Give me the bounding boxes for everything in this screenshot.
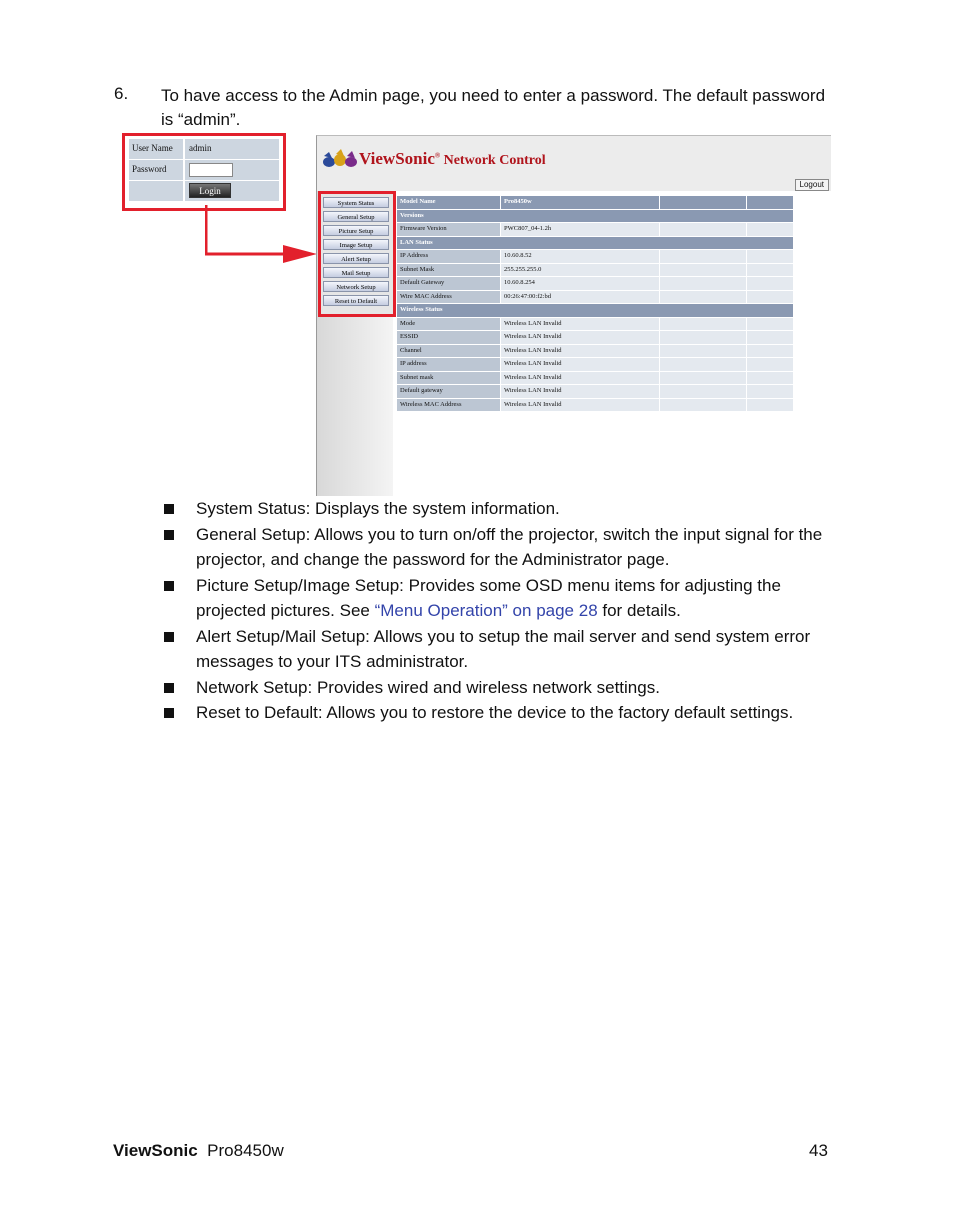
- cell-empty: [747, 223, 793, 236]
- wireless-value: Wireless LAN Invalid: [501, 318, 659, 331]
- cell-empty: [660, 291, 746, 304]
- list-item: [164, 675, 844, 701]
- table-row: [397, 399, 793, 413]
- cell-empty: [660, 318, 746, 331]
- bullet-text: Alert Setup/Mail Setup: Allows you to setup the mail server and send system error messages to your ITS administrator.: [196, 626, 811, 671]
- menu-mail-setup[interactable]: Mail Setup: [323, 267, 389, 278]
- step-text: To have access to the Admin page, you need to enter a password. The default password is “admin”.: [161, 86, 826, 129]
- brand-sub: Network Control: [440, 153, 546, 168]
- bullet-text: General Setup: Allows you to turn on/off the projector, switch the input signal for the projector, and change the password for the Administrator page.: [196, 524, 823, 569]
- wireless-value: Wireless LAN Invalid: [501, 399, 659, 412]
- menu-reset-default[interactable]: Reset to Default: [323, 295, 389, 306]
- table-row: [397, 277, 793, 291]
- menu-network-setup[interactable]: Network Setup: [323, 281, 389, 292]
- bullet-square-icon: [164, 530, 174, 540]
- wireless-value: Wireless LAN Invalid: [501, 385, 659, 398]
- menu-system-status[interactable]: System Status: [323, 197, 389, 208]
- lan-label: IP Address: [397, 250, 500, 263]
- lan-value: 10.60.8.52: [501, 250, 659, 263]
- wireless-value: Wireless LAN Invalid: [501, 358, 659, 371]
- cell-empty: [747, 345, 793, 358]
- cell-empty: [660, 372, 746, 385]
- section-row: [397, 237, 793, 251]
- list-item: [164, 522, 844, 573]
- list-item: [164, 700, 844, 726]
- viewsonic-birds-icon: [321, 148, 359, 170]
- table-row: [397, 264, 793, 278]
- wireless-label: IP address: [397, 358, 500, 371]
- cell-empty: [747, 250, 793, 263]
- table-row: [397, 385, 793, 399]
- brand-registered: ®: [434, 151, 441, 160]
- menu-general-setup[interactable]: General Setup: [323, 211, 389, 222]
- bullet-text-after: for details.: [597, 601, 681, 620]
- bullet-square-icon: [164, 504, 174, 514]
- wireless-label: ESSID: [397, 331, 500, 344]
- bullet-text: Picture Setup/Image Setup: Provides some OSD menu items for adjusting the projected pictures. See: [196, 575, 781, 620]
- cell-empty: [747, 277, 793, 290]
- username-value[interactable]: admin: [185, 139, 279, 159]
- wireless-label: Subnet mask: [397, 372, 500, 385]
- bullet-square-icon: [164, 632, 174, 642]
- bullet-text: System Status: Displays the system information.: [196, 499, 560, 518]
- list-item: [164, 496, 844, 522]
- cell-empty: [747, 264, 793, 277]
- table-row: [397, 291, 793, 305]
- wireless-label: Mode: [397, 318, 500, 331]
- firmware-label: Firmware Version: [397, 223, 500, 236]
- table-row: [397, 372, 793, 386]
- firmware-value: PWC807_04-1.2h: [501, 223, 659, 236]
- lan-value: 255.255.255.0: [501, 264, 659, 277]
- login-cell: [185, 181, 279, 201]
- login-button[interactable]: Login: [189, 183, 231, 198]
- wireless-section: Wireless Status: [397, 304, 793, 317]
- menu-alert-setup[interactable]: Alert Setup: [323, 253, 389, 264]
- username-label: User Name: [129, 139, 183, 159]
- lan-label: Wire MAC Address: [397, 291, 500, 304]
- section-row: [397, 304, 793, 318]
- brand-title: [359, 149, 546, 169]
- admin-page-screenshot: [316, 135, 831, 496]
- wireless-value: Wireless LAN Invalid: [501, 331, 659, 344]
- brand-main: ViewSonic: [359, 149, 435, 168]
- cell-empty: [747, 358, 793, 371]
- cell-empty: [747, 399, 793, 412]
- lan-value: 00:26:47:00:f2:bd: [501, 291, 659, 304]
- cell-empty: [747, 331, 793, 344]
- bullet-square-icon: [164, 683, 174, 693]
- cell-empty: [747, 318, 793, 331]
- wireless-value: Wireless LAN Invalid: [501, 345, 659, 358]
- cell-empty: [747, 291, 793, 304]
- table-row: [397, 345, 793, 359]
- cell-empty: [747, 372, 793, 385]
- password-input[interactable]: [189, 163, 233, 177]
- cell-empty: [660, 331, 746, 344]
- menu-image-setup[interactable]: Image Setup: [323, 239, 389, 250]
- cell-empty: [747, 385, 793, 398]
- lan-label: Subnet Mask: [397, 264, 500, 277]
- lan-label: Default Gateway: [397, 277, 500, 290]
- bullet-square-icon: [164, 708, 174, 718]
- bullet-text: Network Setup: Provides wired and wireless network settings.: [196, 677, 660, 697]
- section-row: [397, 210, 793, 224]
- bullet-square-icon: [164, 581, 174, 591]
- model-label: Model Name: [397, 196, 500, 209]
- list-item: [164, 573, 844, 624]
- password-cell: [185, 160, 279, 180]
- menu-picture-setup[interactable]: Picture Setup: [323, 225, 389, 236]
- feature-bullet-list: [164, 496, 844, 726]
- login-row: [129, 181, 279, 201]
- cell-empty: [660, 264, 746, 277]
- cell-empty: [660, 277, 746, 290]
- versions-section: Versions: [397, 210, 793, 223]
- wireless-label: Default gateway: [397, 385, 500, 398]
- web-header: [317, 136, 831, 191]
- lan-value: 10.60.8.254: [501, 277, 659, 290]
- table-row: [397, 250, 793, 264]
- footer-brand: [113, 1141, 284, 1161]
- cell-empty: [660, 358, 746, 371]
- login-panel: [122, 133, 286, 211]
- cell-empty: [660, 250, 746, 263]
- table-row: [397, 223, 793, 237]
- bullet-text: Reset to Default: Allows you to restore the device to the factory default settings.: [196, 703, 794, 722]
- footer-brand-name: ViewSonic: [113, 1141, 198, 1160]
- connector-arrow-icon: [205, 205, 320, 265]
- wireless-label: Channel: [397, 345, 500, 358]
- list-item: [164, 624, 844, 675]
- password-label: Password: [129, 160, 183, 180]
- password-row: [129, 160, 279, 180]
- page-number: 43: [809, 1141, 828, 1160]
- table-row: [397, 331, 793, 345]
- table-row: [397, 318, 793, 332]
- lan-section: LAN Status: [397, 237, 793, 250]
- cell-empty: [660, 223, 746, 236]
- wireless-label: Wireless MAC Address: [397, 399, 500, 412]
- menu-operation-link[interactable]: “Menu Operation” on page 28: [374, 601, 598, 620]
- username-row: [129, 139, 279, 159]
- cell-empty: [660, 399, 746, 412]
- cell-empty: [747, 196, 793, 209]
- table-row: [397, 358, 793, 372]
- step-number: 6.: [114, 84, 129, 103]
- model-value: Pro8450w: [501, 196, 659, 209]
- logout-button[interactable]: Logout: [795, 179, 829, 191]
- table-row: [397, 196, 793, 210]
- cell-empty: [660, 196, 746, 209]
- status-table: [397, 196, 793, 412]
- footer-model: Pro8450w: [207, 1141, 284, 1160]
- cell-empty: [660, 385, 746, 398]
- login-spacer: [129, 181, 183, 201]
- wireless-value: Wireless LAN Invalid: [501, 372, 659, 385]
- admin-menu: [318, 191, 396, 317]
- cell-empty: [660, 345, 746, 358]
